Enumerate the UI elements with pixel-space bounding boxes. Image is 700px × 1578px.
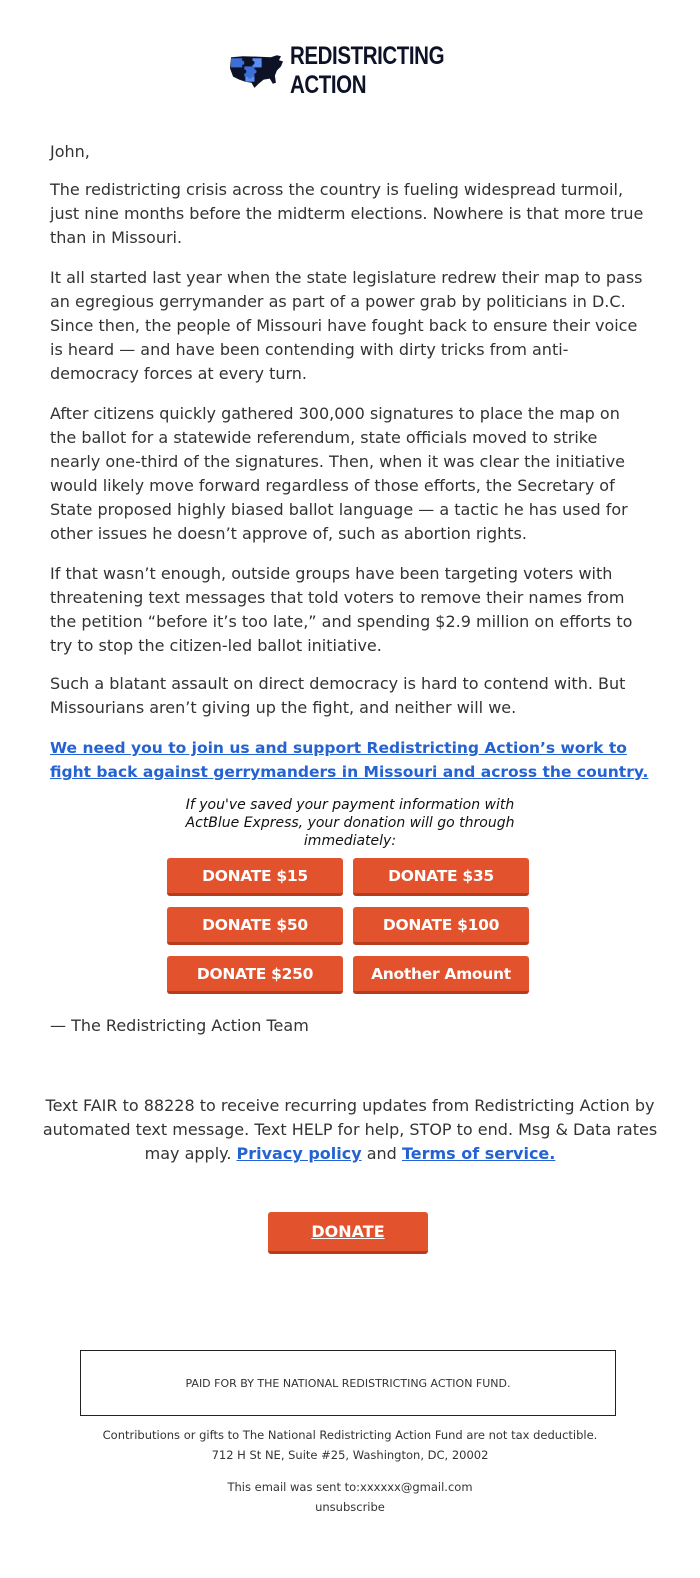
sent-to-notice: This email was sent to:xxxxxx@gmail.com <box>227 1480 473 1494</box>
support-cta-link[interactable]: We need you to join us and support Redistricting Action’s work to fight back against gerrymanders in Missouri and across the country. <box>50 739 649 781</box>
terms-of-service-link[interactable]: Terms of service. <box>401 1144 556 1163</box>
privacy-policy-link[interactable]: Privacy policy <box>236 1144 362 1163</box>
brand-logo <box>228 36 478 106</box>
donate-15-button[interactable]: DONATE $15 <box>167 858 343 896</box>
donate-35-button[interactable]: DONATE $35 <box>353 858 529 896</box>
unsubscribe-link[interactable]: unsubscribe <box>315 1500 385 1514</box>
paragraph-3: After citizens quickly gathered 300,000 signatures to place the map on the ballot for a statewide referendum, state officials moved to strike nearly one-third of the signatures. Then, when it was clear the initiative would likely move forward regardless of those efforts, the Secretary of State proposed highly biased ballot language — a tactic he has used for other issues he doesn’t approve of, such as abortion rights. <box>50 404 628 543</box>
paid-for-text: PAID FOR BY THE NATIONAL REDISTRICTING ACTION FUND. <box>185 1376 511 1390</box>
donate-other-amount-button[interactable]: Another Amount <box>353 956 529 994</box>
sms-text: Text FAIR to 88228 to receive recurring updates from Redistricting Action by automated text message. Text HELP for help, STOP to end. Msg & Data rates may apply. <box>42 1096 658 1163</box>
donate-250-button[interactable]: DONATE $250 <box>167 956 343 994</box>
paid-for-box <box>80 1350 616 1416</box>
signoff: — The Redistricting Action Team <box>50 1016 309 1035</box>
paragraph-1: The redistricting crisis across the country is fueling widespread turmoil, just nine months before the midterm elections. Nowhere is that more true than in Missouri. <box>50 180 644 247</box>
tax-disclaimer: Contributions or gifts to The National Redistricting Action Fund are not tax deductible. <box>102 1428 598 1442</box>
sms-and: and <box>366 1144 397 1163</box>
brand-line-1: REDISTRICTING <box>290 42 445 70</box>
donate-100-button[interactable]: DONATE $100 <box>353 907 529 945</box>
main-donate-button[interactable]: DONATE <box>268 1212 428 1254</box>
brand-wordmark <box>290 42 444 100</box>
paragraph-4: If that wasn’t enough, outside groups have been targeting voters with threatening text messages that told voters to remove their names from the petition “before it’s too late,” and spending $2.9 million on efforts to try to stop the citizen-led ballot initiative. <box>50 564 633 655</box>
actblue-express-note: If you've saved your payment information with ActBlue Express, your donation will go through immediately: <box>185 797 515 849</box>
us-map-puzzle-icon <box>228 36 284 106</box>
paragraph-5: Such a blatant assault on direct democracy is hard to contend with. But Missourians aren’t giving up the fight, and neither will we. <box>50 674 626 717</box>
brand-line-2: ACTION <box>290 71 367 99</box>
sms-disclosure <box>40 1094 660 1166</box>
mailing-address: 712 H St NE, Suite #25, Washington, DC, 20002 <box>211 1448 489 1462</box>
donate-50-button[interactable]: DONATE $50 <box>167 907 343 945</box>
paragraph-2: It all started last year when the state legislature redrew their map to pass an egregious gerrymander as part of a power grab by politicians in D.C. Since then, the people of Missouri have fought back to ensure their voice is heard — and have been contending with dirty tricks from anti-democracy forces at every turn. <box>50 268 643 383</box>
greeting: John, <box>50 142 90 161</box>
